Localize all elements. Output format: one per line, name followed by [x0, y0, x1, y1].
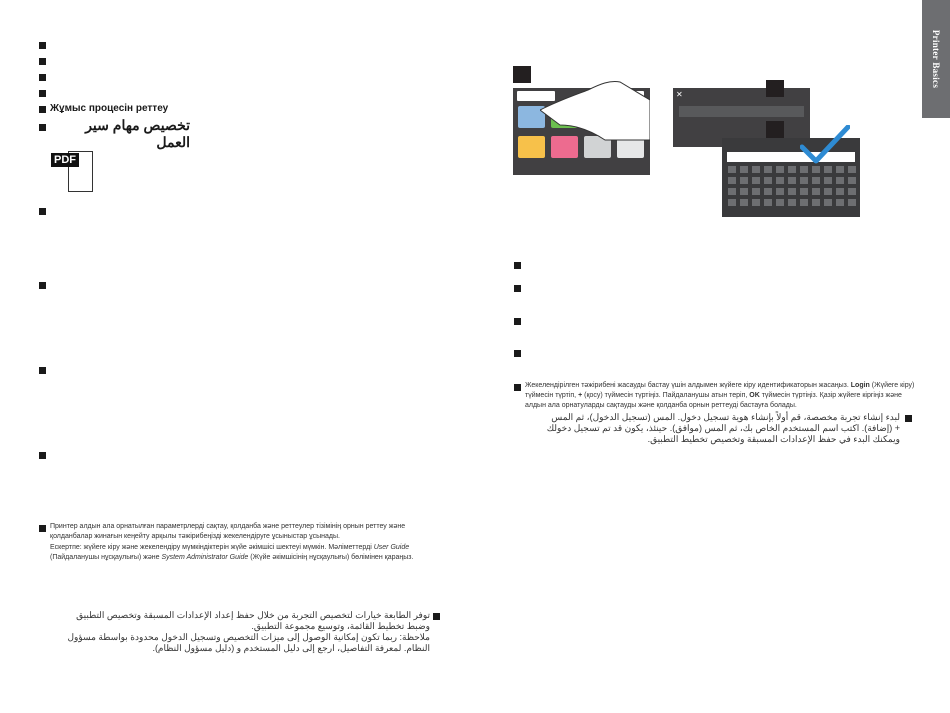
bullet: [514, 318, 521, 325]
step-3-marker: [766, 121, 784, 138]
bullet: [514, 350, 521, 357]
keyboard-key: [824, 188, 832, 195]
keyboard-key: [764, 166, 772, 173]
keyboard-key: [836, 166, 844, 173]
keyboard-key: [776, 166, 784, 173]
user-list-row: [679, 106, 804, 117]
login-instructions-kz: Жекелендірілген тәжірибені жасауды бастау үшін алдымен жүйеге кіру идентификаторын жасаңыз. Login (Жүйеге кіру) түймесін түртіп, + (қосу) түймесін түртіңіз. Пайдаланушы атын теріп, OK түймесін түртіңіз. Қазір жүйеге кіргіңіз және алдын ала орнатуларды сақтауды және қолданба орнын реттеуді бастауға болады.: [525, 382, 915, 409]
keyboard-key: [800, 199, 808, 206]
bullet: [39, 106, 46, 113]
keyboard-key: [728, 199, 736, 206]
keyboard-key: [776, 188, 784, 195]
keyboard-key: [752, 199, 760, 206]
step-2-marker: [766, 80, 784, 97]
keyboard-key: [788, 199, 796, 206]
bullet: [39, 42, 46, 49]
keyboard-key: [752, 177, 760, 184]
bullet: [39, 74, 46, 81]
bullet: [39, 282, 46, 289]
pdf-document-icon: [51, 151, 92, 191]
note-kz-main: Принтер алдын ала орнатылған параметрлерді сақтау, қолданба және реттеулер тізімінің орнын реттеу және қолданбалар жинағын кеңейту арқылы тәжірибеңізді жекелендіруге ұсыныстар ұсынады.: [50, 523, 406, 540]
close-icon: ✕: [676, 90, 683, 99]
keyboard-key: [824, 166, 832, 173]
keyboard-key: [788, 188, 796, 195]
keyboard-key: [740, 188, 748, 195]
keyboard-key: [836, 177, 844, 184]
keyboard-key: [848, 199, 856, 206]
keyboard-key: [740, 166, 748, 173]
keyboard-key: [740, 177, 748, 184]
bullet: [514, 285, 521, 292]
bullet: [39, 452, 46, 459]
keyboard-key: [764, 177, 772, 184]
bullet: [39, 90, 46, 97]
keyboard-key: [776, 199, 784, 206]
keyboard-key: [752, 188, 760, 195]
keyboard-key: [848, 188, 856, 195]
keyboard-key: [836, 188, 844, 195]
bullet: [39, 525, 46, 532]
ok-checkmark-icon: [800, 125, 850, 165]
keyboard-key: [764, 199, 772, 206]
keyboard-key: [788, 166, 796, 173]
note-kz: [50, 522, 440, 563]
keyboard-key: [812, 177, 820, 184]
login-instructions-ar: لبدء إنشاء تجربة مخصصة، قم أولاً بإنشاء هوية تسجيل دخول. المس (تسجيل الدخول)، ثم المس + (إضافة). اكتب اسم المستخدم الخاص بك، ثم المس (موافق). حينئذ، يكون قد تم تسجيل دخولك ويمكنك البدء في حفظ الإعدادات المسبقة وتخصيص تخطيط التطبيق.: [546, 412, 900, 444]
keyboard-key: [728, 188, 736, 195]
bullet: [39, 58, 46, 65]
section-tab-label: Printer Basics: [931, 29, 941, 89]
bullet: [905, 415, 912, 422]
keyboard-key: [788, 177, 796, 184]
note-ar: توفر الطابعة خيارات لتخصيص التجربة من خلال حفظ إعداد الإعدادات المسبقة وتخصيص التطبيق وضبط تخطيط القائمة، وتوسيع مجموعة التطبيق. ملاحظة: ربما تكون إمكانية الوصول إلى ميزات التخصيص وتسجيل الدخول محدودة بواسطة مسؤول النظام. لمعرفة التفاصيل، ارجع إلى دليل المستخدم و (دليل مسؤول النظام).: [67, 610, 430, 653]
bullet: [514, 262, 521, 269]
bullet: [433, 613, 440, 620]
section-title-ar: تخصيص مهام سير العمل: [85, 117, 190, 150]
bullet: [39, 208, 46, 215]
keyboard-key: [812, 166, 820, 173]
keyboard-key: [812, 199, 820, 206]
keyboard-key: [740, 199, 748, 206]
hand-pointer-illustration: [540, 70, 650, 145]
note-kz-extra: Ескертпе: жүйеге кіру және жекелендіру мүмкіндіктерін жүйе әкімшісі шектеуі мүмкін. Мәліметтерді User Guide (Пайдаланушы нұсқаулығы) және System Administrator Guide (Жүйе әкімшісінің нұсқаулығы) бөлімінен қараңыз.: [50, 544, 414, 561]
keyboard-key: [752, 166, 760, 173]
keyboard-key: [728, 177, 736, 184]
bullet: [514, 384, 521, 391]
keyboard-key: [776, 177, 784, 184]
section-tab: [922, 0, 950, 118]
keyboard-key: [836, 199, 844, 206]
keyboard-key: [812, 188, 820, 195]
keyboard-key: [800, 177, 808, 184]
keyboard-key: [848, 166, 856, 173]
keyboard-key: [764, 188, 772, 195]
keyboard-key: [848, 177, 856, 184]
bullet: [39, 124, 46, 131]
section-title-kz: Жұмыс процесін реттеу: [50, 103, 169, 114]
keyboard-key: [800, 188, 808, 195]
keyboard-key: [800, 166, 808, 173]
bullet: [39, 367, 46, 374]
step-1-marker: [513, 66, 531, 83]
keyboard-key: [824, 199, 832, 206]
pdf-label: PDF: [51, 153, 79, 167]
keyboard-key: [728, 166, 736, 173]
keyboard-key: [824, 177, 832, 184]
